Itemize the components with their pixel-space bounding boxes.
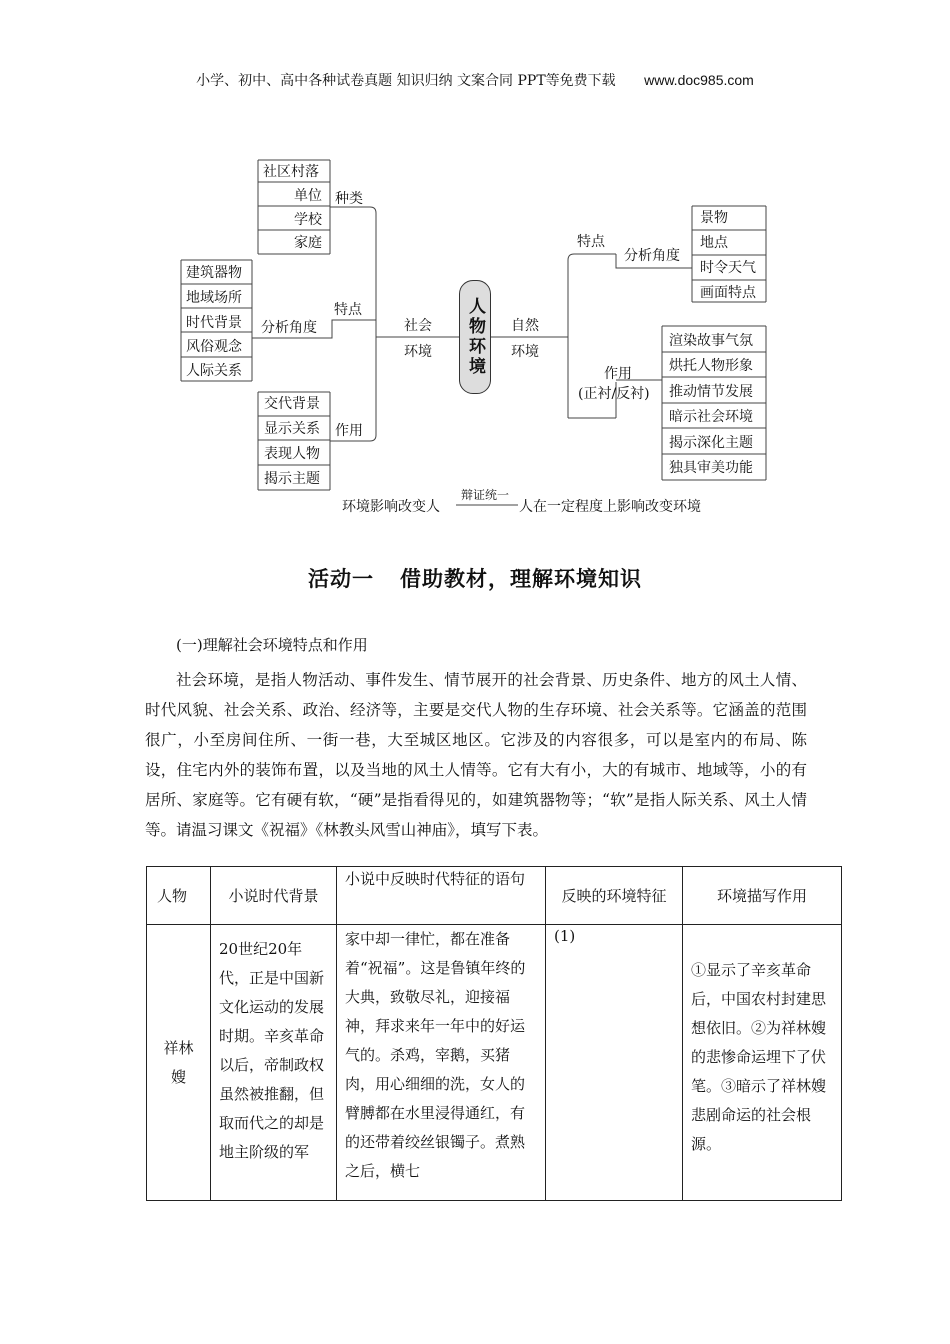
- social-uses-label: 作用: [335, 423, 363, 439]
- th-sentence: 小说中反映时代特征的语句: [337, 867, 546, 925]
- social-feature-item: 风俗观念: [186, 339, 242, 355]
- cell-effect: ①显示了辛亥革命后，中国农村封建思想依旧。②为祥林嫂的悲惨命运埋下了伏笔。③暗示了祥林嫂悲剧命运的社会根源。: [683, 925, 842, 1201]
- social-label-2: 环境: [404, 344, 432, 360]
- social-feature-item: 时代背景: [186, 315, 242, 331]
- cell-person: 祥林嫂: [147, 925, 211, 1201]
- social-use-item: 显示关系: [264, 421, 320, 437]
- natural-feature-item: 景物: [700, 210, 728, 226]
- kinds-item: 社区村落: [263, 164, 319, 180]
- social-features-label: 特点: [334, 302, 362, 318]
- bottom-left-text: 环境影响改变人: [342, 499, 440, 515]
- cell-background: 20世纪20年代，正是中国新文化运动的发展时期。辛亥革命以后，帝制政权虽然被推翻，但取而代之的却是地主阶级的军: [211, 925, 337, 1201]
- natural-use-item: 独具审美功能: [669, 460, 753, 476]
- header-url[interactable]: www.doc985.com: [644, 72, 754, 88]
- natural-use-item: 揭示深化主题: [669, 435, 753, 451]
- social-angle-label: 分析角度: [261, 320, 317, 336]
- natural-feature-item: 地点: [700, 235, 728, 251]
- natural-angle-label: 分析角度: [624, 248, 680, 264]
- natural-features-label: 特点: [577, 234, 605, 250]
- th-effect: 环境描写作用: [683, 867, 842, 925]
- natural-feature-item: 时令天气: [700, 260, 756, 276]
- bottom-mid-text: 辩证统一: [461, 488, 510, 502]
- natural-label-2: 环境: [511, 344, 539, 360]
- kinds-item: 单位: [294, 188, 322, 204]
- kinds-label: 种类: [335, 191, 363, 207]
- social-use-item: 揭示主题: [264, 471, 320, 487]
- table-header-row: [147, 867, 842, 925]
- mindmap-lines: [0, 0, 950, 530]
- cell-feature[interactable]: (1): [546, 925, 683, 1201]
- natural-label-1: 自然: [511, 318, 539, 334]
- kinds-item: 家庭: [294, 235, 322, 251]
- natural-feature-item: 画面特点: [700, 285, 756, 301]
- fill-table: [146, 866, 842, 1201]
- section-subtitle: (一)理解社会环境特点和作用: [176, 636, 368, 654]
- natural-use-item: 暗示社会环境: [669, 409, 753, 425]
- natural-uses-sublabel: (正衬/反衬): [578, 386, 650, 402]
- th-person: 人物: [147, 867, 211, 925]
- natural-use-item: 推动情节发展: [669, 384, 753, 400]
- activity-title-b: 借助教材，理解环境知识: [400, 567, 642, 591]
- activity-title-a: 活动一: [308, 567, 374, 591]
- natural-use-item: 烘托人物形象: [669, 358, 753, 374]
- natural-uses-label: 作用: [604, 366, 632, 382]
- social-label-1: 社会: [404, 318, 432, 334]
- th-background: 小说时代背景: [211, 867, 337, 925]
- social-feature-item: 地域场所: [186, 290, 242, 306]
- social-feature-item: 建筑器物: [186, 265, 242, 281]
- center-node: 人物环境: [459, 280, 491, 394]
- cell-sentence: 家中却一律忙，都在准备着“祝福”。这是鲁镇年终的大典，致敬尽礼，迎接福神，拜求来年一年中的好运气的。杀鸡，宰鹅，买猪肉，用心细细的洗，女人的臂膊都在水里浸得通红，有的还带着绞丝银镯子。煮熟之后，横七: [337, 925, 546, 1201]
- social-use-item: 表现人物: [264, 446, 320, 462]
- bottom-right-text: 人在一定程度上影响改变环境: [519, 499, 701, 515]
- natural-use-item: 渲染故事气氛: [669, 333, 753, 349]
- th-feature: 反映的环境特征: [546, 867, 683, 925]
- kinds-item: 学校: [294, 212, 322, 228]
- header-text: 小学、初中、高中各种试卷真题 知识归纳 文案合同 PPT等免费下载: [196, 73, 616, 89]
- social-feature-item: 人际关系: [186, 363, 242, 379]
- activity-title: [0, 563, 950, 593]
- section-paragraph: 社会环境，是指人物活动、事件发生、情节展开的社会背景、历史条件、地方的风土人情、时代风貌、社会关系、政治、经济等，主要是交代人物的生存环境、社会关系等。它涵盖的范围很广，小至房间住所、一街一巷，大至城区地区。它涉及的内容很多，可以是室内的布局、陈设，住宅内外的装饰布置，以及当地的风土人情等。它有大有小，大的有城市、地域等，小的有居所、家庭等。它有硬有软，“硬”是指看得见的，如建筑器物等；“软”是指人际关系、风土人情等。请温习课文《祝福》《林教头风雪山神庙》，填写下表。: [145, 671, 807, 839]
- social-use-item: 交代背景: [264, 396, 320, 412]
- table-row: [147, 925, 842, 1201]
